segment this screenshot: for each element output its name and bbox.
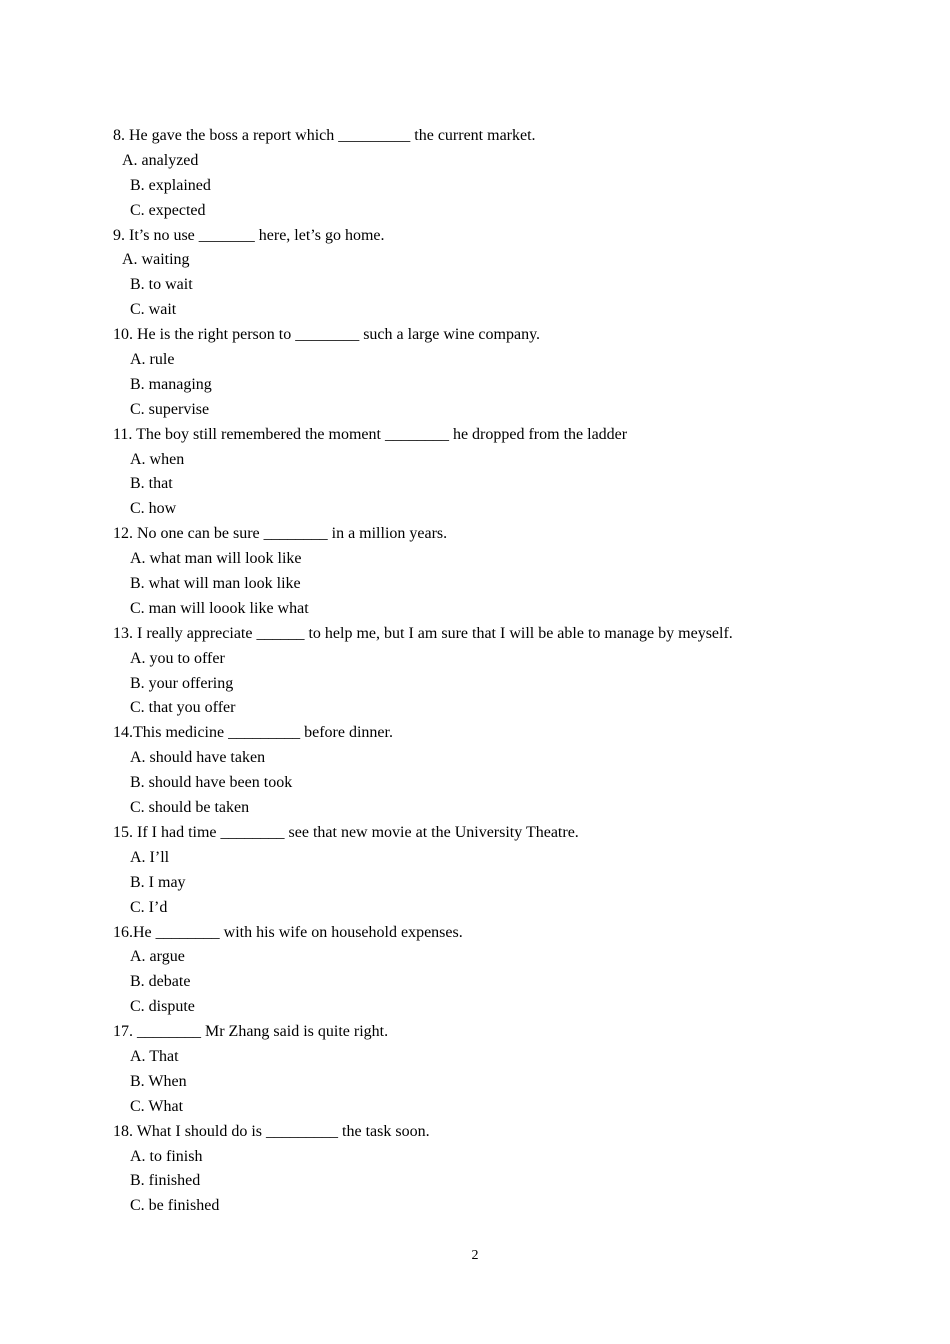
question-block (113, 423, 893, 523)
question-block (113, 622, 893, 722)
question-block (113, 323, 893, 423)
answer-option: B. When (130, 1072, 187, 1090)
answer-option: C. man will loook like what (130, 599, 309, 617)
answer-option: C. supervise (130, 400, 210, 418)
answer-option: B. managing (130, 375, 212, 393)
answer-option: B. to wait (130, 276, 193, 294)
question-list (113, 124, 893, 1219)
question-stem: 8. He gave the boss a report which _________ the current market. (113, 127, 536, 144)
question-stem: 13. I really appreciate ______ to help me, but I am sure that I will be able to manage by meyself. (113, 624, 733, 642)
question-stem: 9. It’s no use _______ here, let’s go home. (113, 226, 385, 244)
answer-option: B. should have been took (130, 774, 293, 792)
answer-option: B. debate (130, 973, 191, 991)
question-stem: 10. He is the right person to ________ such a large wine company. (113, 326, 541, 344)
answer-option: A. I’ll (130, 848, 170, 866)
answer-option: C. What (130, 1097, 184, 1115)
answer-option: A. That (130, 1047, 179, 1065)
answer-option: A. waiting (122, 251, 190, 269)
answer-option: B. that (130, 475, 173, 493)
answer-option: C. that you offer (130, 699, 236, 717)
question-block (113, 224, 893, 324)
page-number: 2 (471, 1248, 479, 1263)
answer-option: C. be finished (130, 1197, 220, 1215)
answer-option: A. what man will look like (130, 550, 302, 568)
answer-option: A. argue (130, 948, 185, 966)
answer-option: C. how (130, 500, 177, 518)
answer-option: A. to finish (130, 1147, 203, 1165)
question-stem: 16.He ________ with his wife on household expenses. (113, 923, 463, 941)
answer-option: C. I’d (130, 898, 168, 916)
answer-option: C. expected (130, 201, 206, 219)
question-stem: 11. The boy still remembered the moment ________ he dropped from the ladder (113, 425, 628, 443)
question-stem: 12. No one can be sure ________ in a million years. (113, 525, 448, 543)
question-block (113, 1020, 893, 1120)
answer-option: B. what will man look like (130, 575, 301, 593)
question-stem: 14.This medicine _________ before dinner. (113, 724, 393, 742)
question-block (113, 821, 893, 921)
answer-option: B. your offering (130, 674, 234, 692)
question-block (113, 721, 893, 821)
question-stem: 15. If I had time ________ see that new movie at the University Theatre. (113, 823, 579, 841)
answer-option: A. should have taken (130, 749, 266, 767)
question-block (113, 124, 893, 224)
answer-option: B. finished (130, 1172, 201, 1190)
question-block (113, 921, 893, 1021)
answer-option: A. when (130, 450, 185, 468)
question-block (113, 1120, 893, 1220)
answer-option: A. you to offer (130, 649, 225, 667)
question-stem: 17. ________ Mr Zhang said is quite right. (113, 1023, 389, 1041)
answer-option: A. analyzed (122, 151, 199, 169)
answer-option: C. should be taken (130, 799, 250, 817)
answer-option: B. explained (130, 176, 211, 194)
answer-option: C. wait (130, 301, 177, 319)
question-stem: 18. What I should do is _________ the task soon. (113, 1122, 430, 1140)
answer-option: C. dispute (130, 998, 195, 1016)
answer-option: B. I may (130, 873, 186, 891)
answer-option: A. rule (130, 351, 175, 369)
question-block (113, 522, 893, 622)
